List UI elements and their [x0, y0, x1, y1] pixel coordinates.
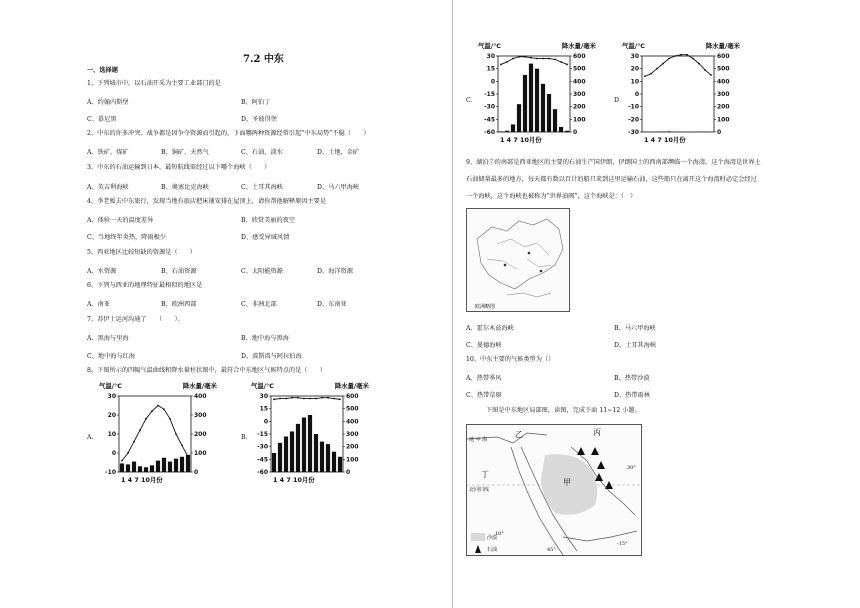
q2-stem: 2、中东的许多冲突、战争都是因争夺资源而引起的，下面哪两种资源经常引起“中东局势”不稳（ ）: [87, 130, 370, 137]
q7-option-b[interactable]: B、地中海与黑海: [241, 335, 289, 342]
temp-tick-label: 0: [263, 418, 268, 426]
precip-tick-label: 400: [573, 78, 586, 86]
temp-point: [321, 397, 323, 399]
climate-chart-b: [251, 380, 371, 488]
q7-option-c[interactable]: C、地中海与红海: [87, 353, 136, 360]
q1-option-c[interactable]: C、慕尼黑: [87, 116, 117, 123]
temp-point: [279, 398, 281, 400]
precip-bar: [529, 64, 533, 132]
precip-bar: [168, 462, 172, 472]
temp-axis-title: 气温/°C: [478, 42, 502, 50]
temp-tick-label: -60: [257, 469, 268, 476]
temp-point: [303, 398, 305, 400]
temp-point: [674, 55, 676, 57]
precip-tick-label: 100: [717, 116, 730, 124]
precip-bar: [523, 75, 527, 132]
precip-bar: [284, 437, 288, 472]
temp-point: [692, 58, 694, 60]
temp-point: [530, 57, 532, 59]
precip-tick-label: 300: [346, 431, 359, 438]
q9-stem-line1: 9、湖泊⑦的南部是西亚地区的主要的石油生产国伊朗，伊朗国土的西南部濒临一个海湾，这个海湾是世界上: [466, 159, 761, 166]
precip-tick-label: 0: [717, 129, 722, 136]
precip-axis-title: 降水量/毫米: [561, 42, 596, 50]
precip-bar: [174, 459, 178, 472]
precip-bar: [535, 69, 539, 132]
temp-point: [656, 68, 658, 70]
map-label: 45°: [547, 547, 556, 553]
temp-point: [187, 456, 189, 458]
temp-tick-label: 0: [634, 91, 639, 98]
precip-tick-label: 500: [573, 65, 586, 73]
precip-bar: [499, 131, 503, 132]
section-heading: 一、选择题: [87, 67, 118, 74]
precip-tick-label: 300: [717, 91, 730, 98]
precip-bar: [150, 465, 154, 472]
precip-tick-label: 500: [346, 405, 359, 413]
q2-option-c[interactable]: C、石油，淡水: [241, 149, 283, 156]
temp-point: [273, 398, 275, 400]
q5-option-c[interactable]: C、太阳能资源: [241, 268, 283, 275]
q6-stem: 6、下列与西亚的地理特征最相似的地区是: [87, 282, 203, 289]
month-axis-label: 1 4 7 10月份: [273, 476, 315, 484]
precip-bar: [320, 442, 324, 472]
precip-bar: [272, 453, 276, 472]
temp-tick-label: 0: [490, 78, 495, 86]
temp-tick-label: 30: [259, 393, 268, 400]
precip-tick-label: 0: [573, 129, 578, 136]
temp-tick-label: 10: [630, 78, 639, 86]
precip-tick-label: 100: [573, 116, 586, 124]
map-label: 30°: [627, 465, 636, 471]
month-axis-label: 1 4 7 10月份: [644, 136, 686, 144]
map-label: 石油: [487, 547, 498, 553]
temp-tick-label: 20: [630, 65, 639, 73]
temp-point: [500, 64, 502, 66]
precip-bar: [661, 131, 665, 132]
temp-point: [181, 445, 183, 447]
q3-option-a[interactable]: A、英吉利海峡: [87, 184, 129, 191]
map-label: 北回归线: [469, 487, 490, 493]
temp-tick-label: -30: [628, 129, 639, 136]
q4-option-a[interactable]: A、体验一天的温度差异: [87, 217, 154, 224]
temp-point: [710, 74, 712, 76]
precip-bar: [338, 457, 342, 472]
q8-option-a[interactable]: A．: [87, 434, 98, 441]
q4-option-d[interactable]: D、感受异域风情: [241, 234, 290, 241]
q10-option-d[interactable]: D、热带雨林: [614, 392, 650, 399]
temp-point: [151, 410, 153, 412]
climate-chart-d: [622, 40, 742, 148]
q5-option-d[interactable]: D、海洋资源: [317, 268, 353, 275]
temp-point: [127, 452, 129, 454]
precip-bar: [314, 434, 318, 472]
precip-tick-label: 500: [717, 65, 730, 73]
temp-point: [133, 441, 135, 443]
precip-bar: [296, 424, 300, 472]
q1-option-a[interactable]: A、约翰内斯堡: [87, 99, 129, 106]
q3-option-b[interactable]: B、奥塞比克海峡: [161, 184, 209, 191]
precip-bar: [278, 443, 282, 472]
precip-bar: [517, 104, 521, 132]
temp-point: [315, 398, 317, 400]
temp-point: [309, 398, 311, 400]
temp-point: [285, 398, 287, 400]
temp-tick-label: -45: [484, 116, 495, 124]
q11-intro: 下图是中东地区局部图，读图，完成下面 11~12 小题。: [486, 407, 641, 414]
map-label: 沙漠: [487, 535, 498, 541]
precip-bar: [553, 109, 557, 132]
q9-option-a[interactable]: A、霍尔木兹海峡: [466, 325, 514, 332]
temp-point: [704, 69, 706, 71]
plot-frame: [498, 56, 570, 132]
precip-bar: [511, 124, 515, 132]
precip-tick-label: 600: [717, 53, 730, 60]
precip-axis-title: 降水量/毫米: [334, 382, 369, 390]
precip-axis-title: 降水量/毫米: [705, 42, 740, 50]
q10-option-c[interactable]: C、热带草原: [466, 392, 502, 399]
temp-tick-label: -20: [628, 116, 639, 124]
temp-point: [157, 405, 159, 407]
precip-bar: [332, 452, 336, 472]
q6-option-d[interactable]: D、东南亚: [317, 301, 347, 308]
temp-line: [122, 406, 188, 461]
q1-option-d[interactable]: D、圣彼得堡: [241, 116, 277, 123]
precip-tick-label: 100: [346, 456, 359, 464]
temp-line: [645, 55, 711, 77]
page-title: 7.2 中东: [243, 54, 284, 65]
q3-option-c[interactable]: C、土耳其海峡: [241, 184, 283, 191]
europe-map: [466, 208, 570, 312]
map-label: 乙: [515, 430, 523, 439]
q8-option-c[interactable]: C．: [466, 97, 477, 104]
precip-bar: [541, 84, 545, 132]
q3-option-d[interactable]: D、马六甲海峡: [317, 184, 360, 191]
temp-point: [548, 58, 550, 60]
temp-tick-label: 30: [630, 53, 639, 60]
q3-stem: 3、中东的石油运输到日本，最短航线需经过以下哪个海峡（ ）: [87, 164, 271, 171]
temp-point: [297, 397, 299, 399]
temp-point: [698, 63, 700, 65]
precip-tick-label: 200: [573, 103, 586, 111]
precip-bar: [547, 94, 551, 132]
temp-point: [536, 58, 538, 60]
temp-tick-label: 0: [111, 450, 116, 457]
q4-option-c[interactable]: C、当地终年炎热，降雨极少: [87, 234, 166, 241]
temp-tick-label: 10: [107, 431, 116, 438]
q6-option-c[interactable]: C、非洲北部: [241, 301, 277, 308]
temp-tick-label: -30: [484, 103, 495, 111]
map-label: 地 中 海: [469, 437, 488, 443]
precip-tick-label: 0: [346, 469, 351, 476]
temp-point: [333, 398, 335, 400]
precip-bar: [138, 466, 142, 472]
precip-tick-label: 600: [346, 393, 359, 400]
precip-bar: [302, 418, 306, 472]
precip-bar: [565, 131, 569, 132]
temp-point: [680, 54, 682, 56]
q1-stem: 1、下列城市中，以石油开采为主要工业部门的是: [87, 80, 221, 87]
month-axis-label: 1 4 7 10月份: [500, 136, 542, 144]
map-label: 甲: [563, 478, 571, 487]
temp-point: [554, 58, 556, 60]
precip-bar: [132, 462, 136, 472]
precip-bar: [290, 431, 294, 472]
q8-stem: 8、下图所示的四幅气温曲线和降水量柱状图中，最符合中东地区气候特点的是（ ）: [87, 367, 327, 374]
q8-option-b[interactable]: B．: [241, 434, 252, 441]
q5-option-b[interactable]: B、石油资源: [161, 268, 197, 275]
temp-tick-label: 30: [486, 53, 495, 60]
map-label: 丙: [593, 428, 601, 437]
temp-line: [274, 398, 340, 400]
q10-stem: 10、中东主要的气候类型为（）: [466, 356, 555, 363]
temp-tick-label: -45: [257, 456, 268, 464]
map-label: 10°: [495, 531, 504, 537]
q6-option-a[interactable]: A、南亚: [87, 301, 111, 308]
precip-bar: [559, 127, 563, 132]
precip-bar: [156, 461, 160, 472]
precip-bar: [505, 131, 509, 132]
temp-point: [560, 61, 562, 63]
q5-option-a[interactable]: A、水资源: [87, 268, 117, 275]
climate-chart-c: [478, 40, 598, 148]
temp-point: [542, 58, 544, 60]
temp-point: [506, 61, 508, 63]
q2-option-d[interactable]: D、土地，金矿: [317, 149, 360, 156]
q5-stem: 5、西亚地区比较短缺的资源是（ ）: [87, 249, 197, 256]
temp-point: [512, 58, 514, 60]
q10-option-b[interactable]: B、热带沙漠: [614, 375, 650, 382]
temp-point: [175, 433, 177, 435]
precip-bar: [667, 131, 671, 132]
precip-tick-label: 300: [573, 91, 586, 98]
q2-option-a[interactable]: A、铁矿，煤矿: [87, 149, 129, 156]
q1-option-b[interactable]: B、阿伯丁: [241, 99, 271, 106]
precip-bar: [162, 458, 166, 472]
q4-option-b[interactable]: B、欣赏美丽的夜空: [241, 217, 296, 224]
temp-point: [566, 64, 568, 66]
precip-bar: [120, 463, 124, 472]
temp-point: [339, 398, 341, 400]
temp-point: [686, 54, 688, 56]
map-label: -15°: [617, 541, 628, 547]
precip-tick-label: 200: [717, 103, 730, 111]
temp-tick-label: 15: [486, 65, 495, 73]
precip-axis-title: 降水量/毫米: [182, 382, 217, 390]
month-axis-label: 1 4 7 10月份: [121, 476, 163, 484]
q6-option-b[interactable]: B、欧洲西部: [161, 301, 197, 308]
precip-bar: [308, 415, 312, 472]
europe-map-drawing: [467, 209, 569, 305]
q9-stem-line3: 一个海峡，这个海峡也被称为“世界油阀”，这个海峡是：（ ）: [466, 193, 637, 200]
temp-tick-label: -60: [484, 129, 495, 136]
temp-point: [139, 429, 141, 431]
q7-option-d[interactable]: D、波斯湾与阿拉伯海: [241, 353, 302, 360]
climate-chart-a: [99, 380, 219, 488]
temp-point: [668, 58, 670, 60]
temp-point: [644, 75, 646, 77]
q4-stem: 4、李老板去中东旅行，发现当地有旅店把床铺安排在屋顶上，请你帮他解释原因主要是: [87, 198, 327, 205]
precip-tick-label: 300: [194, 412, 207, 419]
precip-bar: [126, 464, 130, 472]
precip-tick-label: 0: [194, 469, 199, 476]
precip-tick-label: 400: [194, 393, 207, 400]
precip-tick-label: 200: [346, 443, 359, 451]
temp-tick-label: -15: [484, 91, 495, 98]
temp-tick-label: -30: [257, 443, 268, 451]
q10-option-a[interactable]: A、热带季风: [466, 375, 502, 382]
precip-bar: [180, 457, 184, 472]
q7-option-a[interactable]: A、黑海与里海: [87, 335, 129, 342]
temp-tick-label: 30: [107, 393, 116, 400]
q2-option-b[interactable]: B、铜矿，天然气: [161, 149, 209, 156]
temp-point: [169, 418, 171, 420]
q7-stem: 7、苏伊士运河沟通了 （ ）。: [87, 316, 184, 323]
precip-tick-label: 200: [194, 431, 207, 438]
middle-east-map: [466, 424, 642, 556]
precip-bar: [144, 467, 148, 472]
q8-option-d[interactable]: D．: [614, 97, 626, 104]
temp-tick-label: -15: [257, 431, 268, 438]
precip-tick-label: 100: [194, 450, 207, 457]
temp-point: [145, 418, 147, 420]
temp-line: [501, 57, 567, 65]
precip-tick-label: 600: [573, 53, 586, 60]
temp-point: [291, 397, 293, 399]
temp-tick-label: -10: [105, 469, 116, 476]
temp-point: [650, 73, 652, 75]
temp-point: [327, 397, 329, 399]
precip-tick-label: 400: [717, 78, 730, 86]
temp-tick-label: 15: [259, 405, 268, 413]
temp-point: [121, 460, 123, 462]
q9-stem-line2: 石油储量最多的地方，每天都有数以百计的船只来到这里运输石油，这些船只在离开这个海湾时必定会经过: [466, 176, 757, 183]
map-label: 丁: [481, 470, 489, 479]
q9-option-c[interactable]: C、曼德海峡: [466, 342, 502, 349]
europe-map-caption: 欧洲略图: [475, 304, 496, 310]
temp-axis-title: 气温/°C: [99, 382, 123, 390]
column-divider: [452, 0, 453, 608]
precip-tick-label: 400: [346, 418, 359, 426]
temp-point: [518, 56, 520, 58]
temp-tick-label: -10: [628, 103, 639, 111]
temp-axis-title: 气温/°C: [622, 42, 646, 50]
temp-point: [163, 408, 165, 410]
temp-point: [524, 56, 526, 58]
temp-tick-label: 20: [107, 412, 116, 419]
middle-east-map-drawing: [467, 425, 641, 555]
temp-axis-title: 气温/°C: [251, 382, 275, 390]
q9-option-d[interactable]: D、土耳其海峡: [614, 342, 657, 349]
precip-bar: [326, 444, 330, 472]
q9-option-b[interactable]: B、马六甲海峡: [614, 325, 656, 332]
temp-point: [662, 63, 664, 65]
